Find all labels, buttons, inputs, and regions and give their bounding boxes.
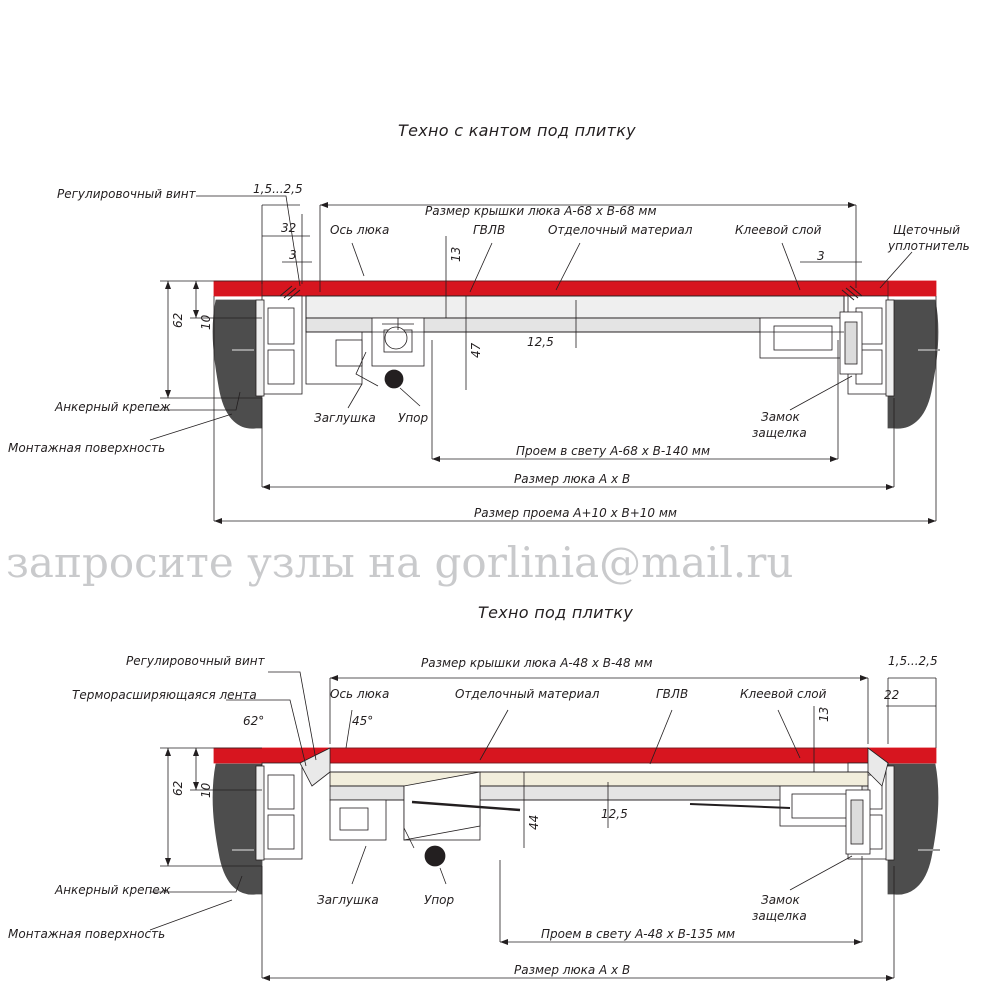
dim-clear-opening-top: Проем в свету А-68 х В-140 мм	[516, 444, 711, 458]
watermark-text: запросите узлы на gorlinia@mail.ru	[6, 538, 794, 587]
label-stopper-top: Упор	[398, 411, 429, 425]
top-drawing-title: Техно с кантом под плитку	[398, 121, 636, 140]
label-latch-lock-bottom-line2: защелка	[752, 909, 807, 923]
label-latch-lock-top-line1: Замок	[761, 410, 800, 424]
label-brush-seal-top-line1: Щеточный	[893, 223, 961, 237]
label-brush-seal-top-line2: уплотнитель	[888, 239, 970, 253]
label-plug-bottom: Заглушка	[317, 893, 379, 907]
label-anchor-fastener-top: Анкерный крепеж	[55, 400, 171, 414]
label-adjusting-screw-bottom: Регулировочный винт	[126, 654, 265, 668]
label-hatch-axis-bottom: Ось люка	[330, 687, 390, 701]
dim-3-left-top: 3	[289, 248, 297, 262]
dim-hatch-size-top: Размер люка А х В	[514, 472, 631, 486]
label-anchor-fastener-bottom: Анкерный крепеж	[55, 883, 171, 897]
dim-3-right-top: 3	[817, 249, 825, 263]
dim-10-bottom: 10	[199, 782, 213, 798]
label-latch-lock-top-line2: защелка	[752, 426, 807, 440]
label-finishing-material-top: Отделочный материал	[548, 223, 693, 237]
dim-44-bottom: 44	[527, 814, 541, 830]
dim-32-top: 32	[281, 221, 297, 235]
dim-62-bottom: 62	[171, 780, 185, 796]
dim-62-top: 62	[171, 312, 185, 328]
label-glue-layer-bottom: Клеевой слой	[740, 687, 827, 701]
label-adjusting-screw-top: Регулировочный винт	[57, 187, 196, 201]
label-finishing-material-bottom: Отделочный материал	[455, 687, 600, 701]
dim-12-5-bottom: 12,5	[601, 807, 628, 821]
dim-13-top: 13	[449, 246, 463, 262]
label-latch-lock-bottom-line1: Замок	[761, 893, 800, 907]
dim-22-bottom: 22	[884, 688, 900, 702]
dim-opening-size-top: Размер проема А+10 х В+10 мм	[474, 506, 677, 520]
label-mounting-surface-top: Монтажная поверхность	[8, 441, 166, 455]
bottom-drawing-title: Техно под плитку	[478, 603, 634, 622]
label-thermal-tape-bottom: Терморасширяющаяся лента	[72, 688, 257, 702]
dim-hatch-size-bottom: Размер люка А х В	[514, 963, 631, 977]
label-plug-top: Заглушка	[314, 411, 376, 425]
dim-gap-bottom: 1,5...2,5	[888, 654, 938, 668]
dim-gap-top: 1,5...2,5	[253, 182, 303, 196]
label-glue-layer-top: Клеевой слой	[735, 223, 822, 237]
dim-cover-size-top: Размер крышки люка А-68 х В-68 мм	[425, 204, 657, 218]
dim-10-top: 10	[199, 314, 213, 330]
dim-clear-opening-bottom: Проем в свету А-48 х В-135 мм	[541, 927, 736, 941]
label-hatch-axis-top: Ось люка	[330, 223, 390, 237]
dim-angle-62-bottom: 62°	[243, 714, 265, 728]
label-gvlv-top: ГВЛВ	[473, 223, 506, 237]
dim-47-top: 47	[469, 342, 483, 358]
dim-cover-size-bottom: Размер крышки люка А-48 х В-48 мм	[421, 656, 653, 670]
dim-12-5-top: 12,5	[527, 335, 554, 349]
label-stopper-bottom: Упор	[424, 893, 455, 907]
dim-angle-45-bottom: 45°	[352, 714, 374, 728]
label-mounting-surface-bottom: Монтажная поверхность	[8, 927, 166, 941]
label-gvlv-bottom: ГВЛВ	[656, 687, 689, 701]
dim-13-bottom: 13	[817, 706, 831, 722]
